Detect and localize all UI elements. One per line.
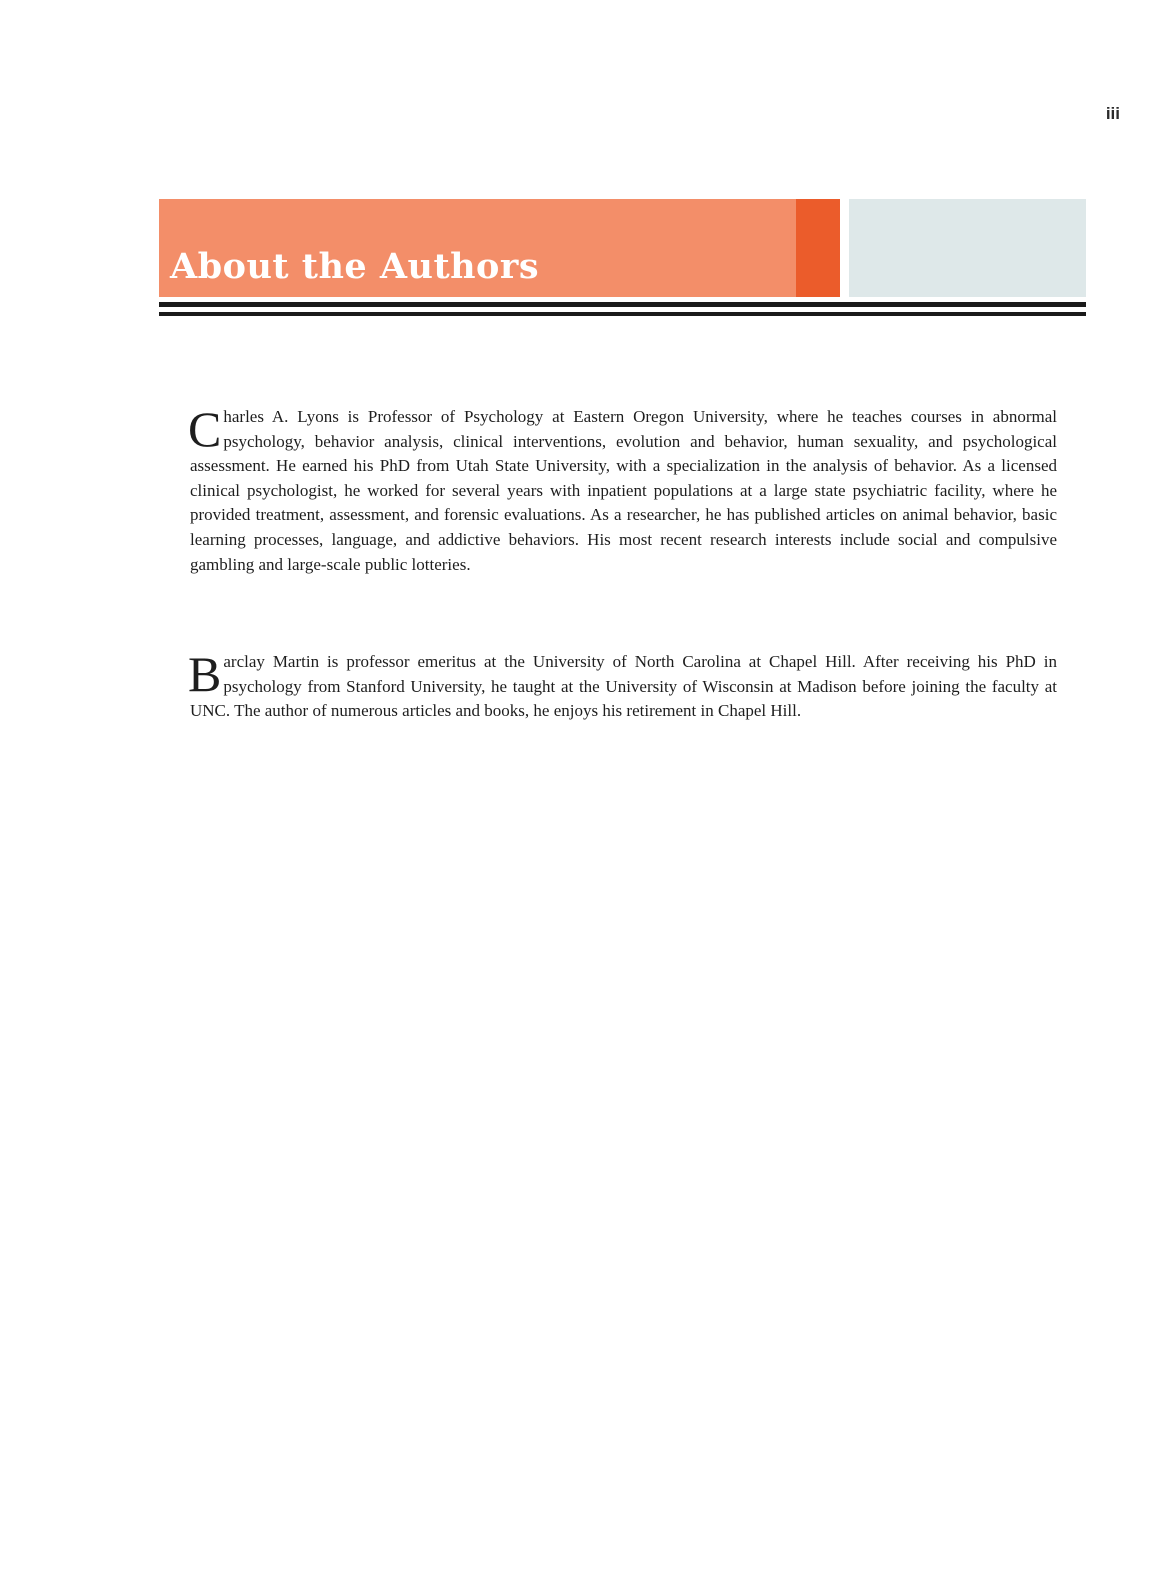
header-rule-thin bbox=[159, 312, 1086, 316]
chapter-header-band bbox=[159, 199, 1086, 297]
drop-cap: B bbox=[188, 646, 222, 702]
header-band-main bbox=[159, 199, 796, 297]
author-bio-text: arclay Martin is professor emeritus at the University of North Carolina at Chapel Hill. After receiving his PhD in psychology from Stanford University, he taught at the University of Wisconsin at Madison before joining the faculty at UNC. The author of numerous articles and books, he enjoys his retirement in Chapel Hill. bbox=[190, 652, 1057, 721]
drop-cap: C bbox=[188, 401, 222, 457]
header-band-gray bbox=[849, 199, 1086, 297]
header-band-accent bbox=[796, 199, 840, 297]
page-title: About the Authors bbox=[170, 246, 540, 287]
header-rule-thick bbox=[159, 302, 1086, 307]
author-bio-text: harles A. Lyons is Professor of Psychology at Eastern Oregon University, where he teaches courses in abnormal psychology, behavior analysis, clinical interventions, evolution and behavior, human sexuality, and psychological assessment. He earned his PhD from Utah State University, with a specialization in the analysis of behavior. As a licensed clinical psychologist, he worked for several years with inpatient populations at a large state psychiatric facility, where he provided treatment, assessment, and forensic evaluations. As a researcher, he has published articles on animal behavior, basic learning processes, language, and addictive behaviors. His most recent research interests include social and compulsive gambling and large-scale public lotteries. bbox=[190, 407, 1057, 574]
page-number: iii bbox=[1105, 104, 1120, 123]
author-bio-martin bbox=[188, 646, 1057, 724]
author-bio-lyons bbox=[188, 401, 1057, 577]
